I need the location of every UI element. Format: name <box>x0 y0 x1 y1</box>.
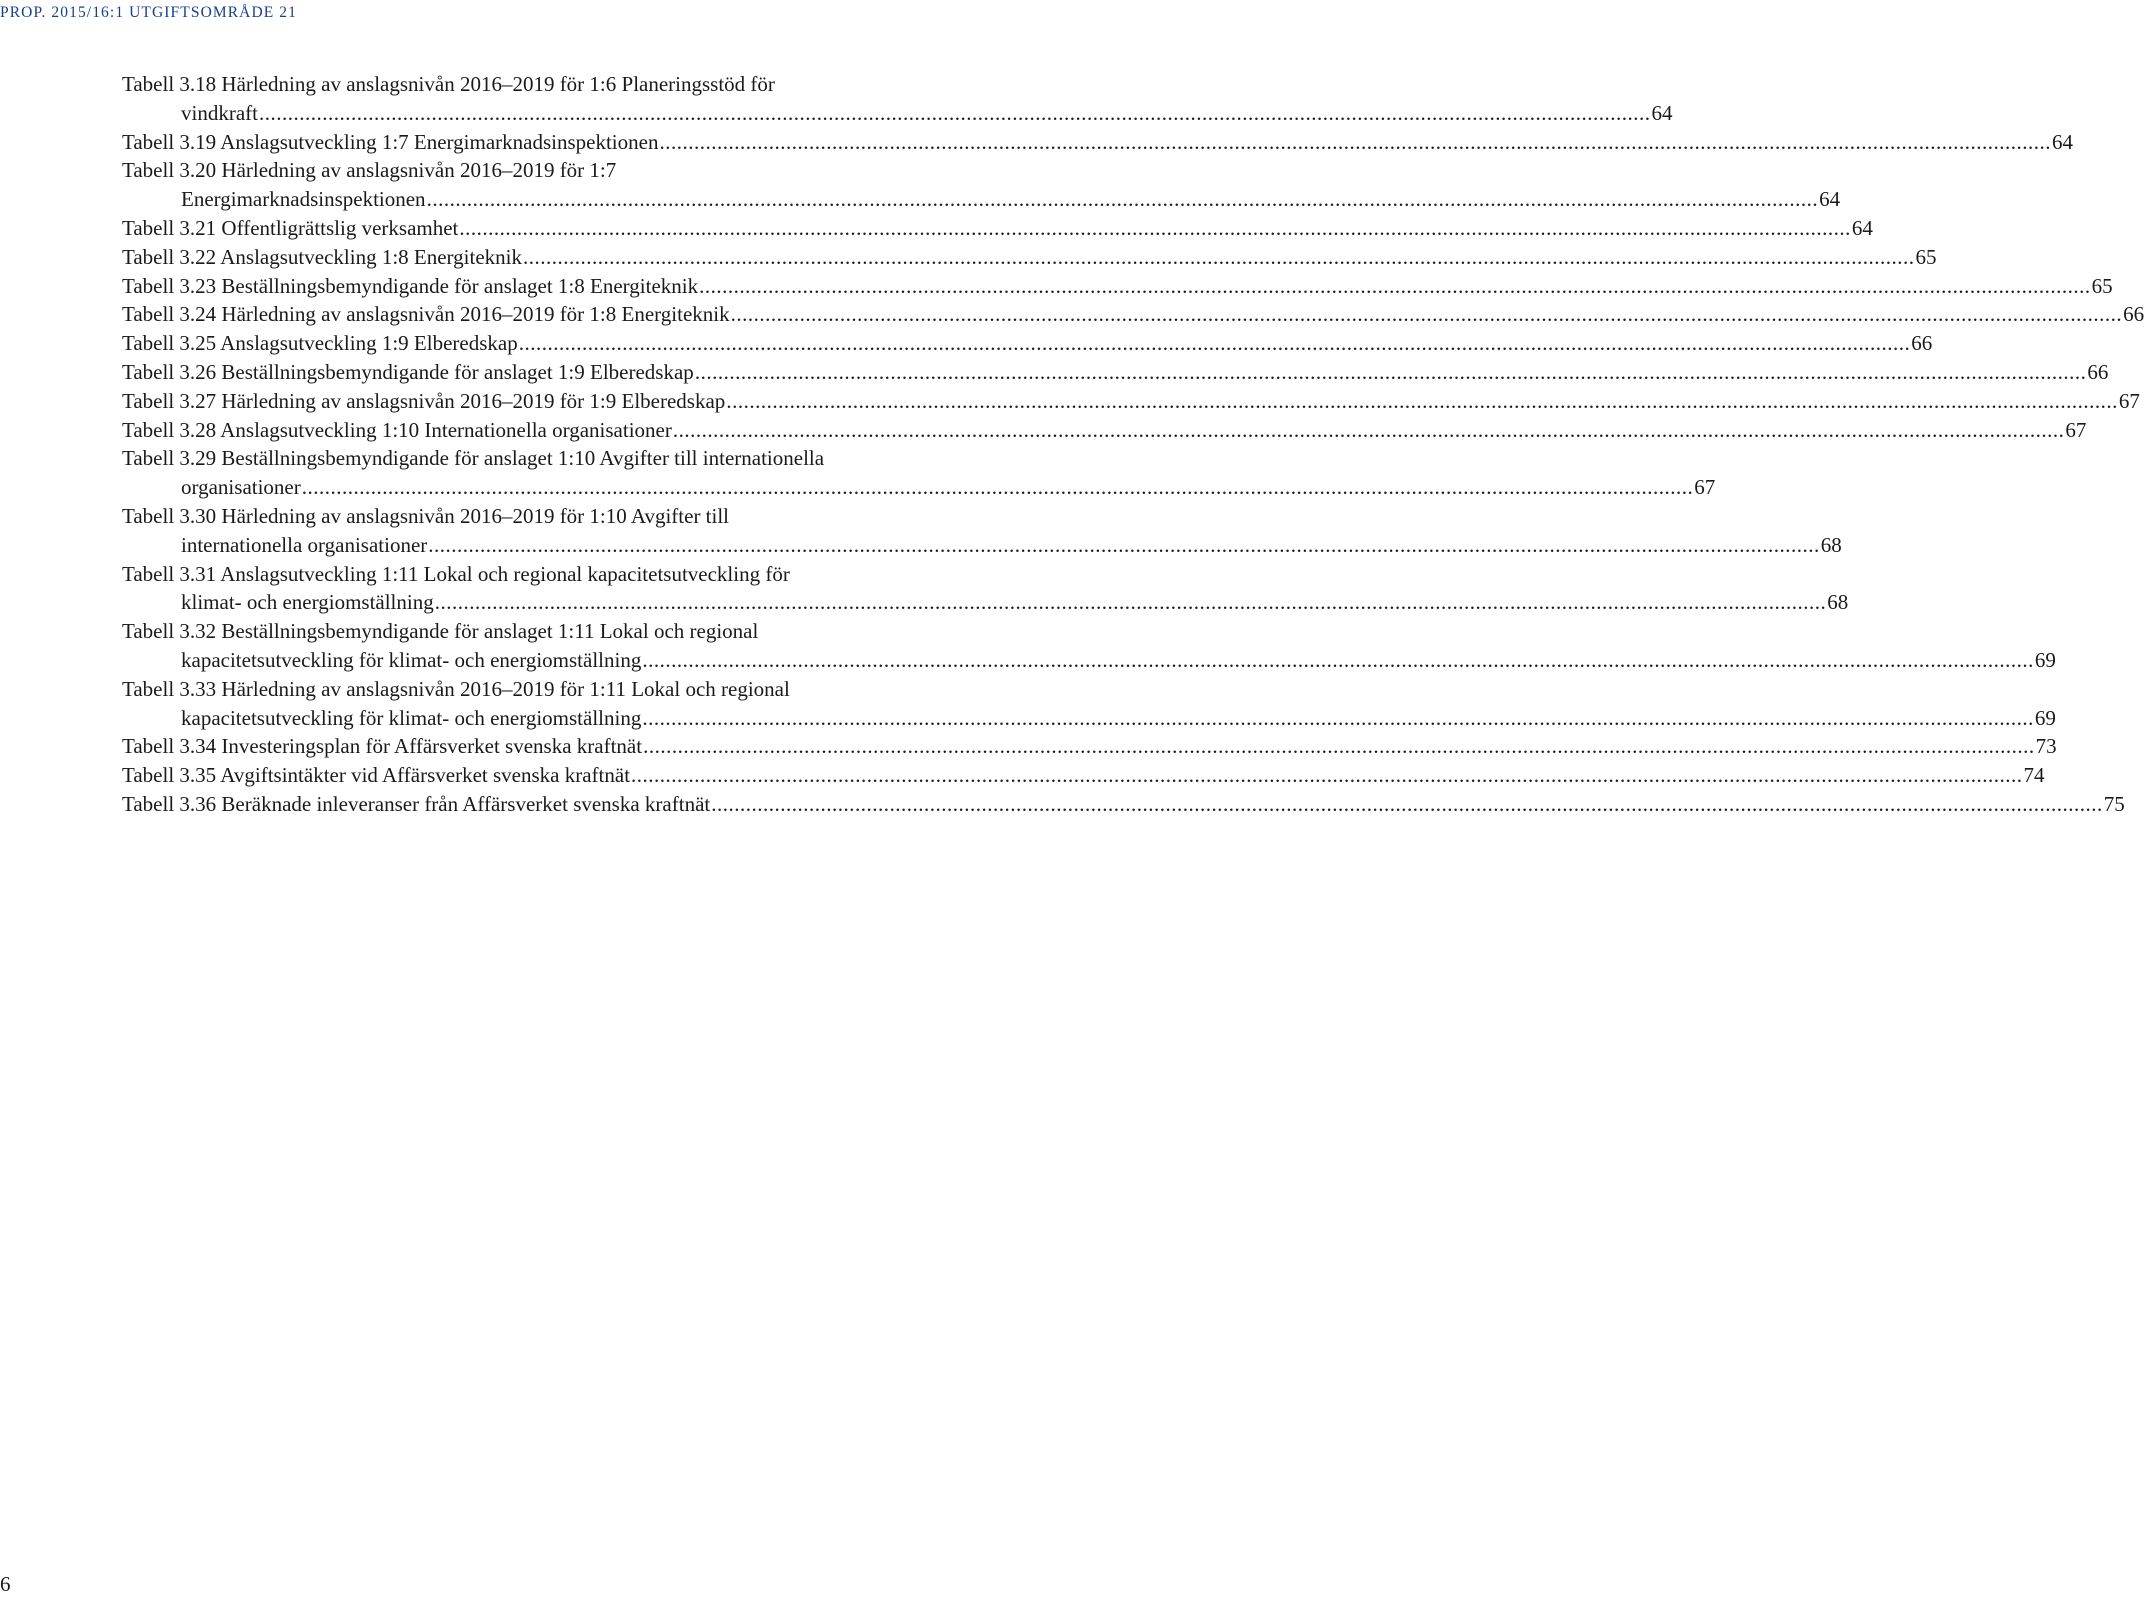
toc-entry <box>122 300 2144 329</box>
toc-entry-page: 69 <box>2034 705 2056 730</box>
toc-entry-page: 64 <box>1851 215 1873 240</box>
toc-entry-title: Tabell 3.19 Anslagsutveckling 1:7 Energimarknadsinspektionen <box>122 129 659 154</box>
toc-entry-line <box>122 675 938 704</box>
toc-entry <box>122 214 1873 243</box>
dot-leader <box>427 185 1819 214</box>
toc-entry-title: Tabell 3.30 Härledning av anslagsnivån 2016–2019 för 1:10 Avgifter till <box>122 503 730 528</box>
dot-leader <box>302 473 1694 502</box>
toc-entry-title-continued: Energimarknadsinspektionen <box>181 187 426 212</box>
toc-entry-title: Tabell 3.33 Härledning av anslagsnivån 2016–2019 för 1:11 Lokal och regional <box>122 676 790 701</box>
dot-leader <box>259 99 1651 128</box>
toc-entry-line <box>122 444 938 473</box>
toc-entry-line <box>122 732 2057 761</box>
toc-entry-line <box>122 617 938 646</box>
toc-entry-page: 64 <box>1651 100 1673 125</box>
dot-leader <box>428 531 1820 560</box>
toc-entry-line <box>122 560 938 589</box>
toc-entry-title: Tabell 3.36 Beräknade inleveranser från Affärsverket svenska kraftnät <box>122 791 711 816</box>
dot-leader <box>695 358 2087 387</box>
toc-entry-title: Tabell 3.27 Härledning av anslagsnivån 2016–2019 för 1:9 Elberedskap <box>122 388 726 413</box>
toc-entry-title-continued: organisationer <box>181 475 301 500</box>
toc-entry-line <box>122 790 2125 819</box>
dot-leader <box>731 300 2123 329</box>
toc-entry <box>122 675 2056 733</box>
toc-entry-title: Tabell 3.26 Beställningsbemyndigande för anslaget 1:9 Elberedskap <box>122 359 694 384</box>
toc-entry-line <box>122 70 938 99</box>
dot-leader <box>642 704 2034 733</box>
toc-entry-title: Tabell 3.31 Anslagsutveckling 1:11 Lokal och regional kapacitetsutveckling för <box>122 561 790 586</box>
toc-entry <box>122 243 1937 272</box>
toc-entry-continuation-line <box>122 646 2056 675</box>
toc-entry-title: Tabell 3.24 Härledning av anslagsnivån 2016–2019 för 1:8 Energiteknik <box>122 302 730 327</box>
toc-entry-title: Tabell 3.23 Beställningsbemyndigande för anslaget 1:8 Energiteknik <box>122 273 699 298</box>
dot-leader <box>643 732 2035 761</box>
dot-leader <box>642 646 2034 675</box>
toc-entry <box>122 444 1716 502</box>
toc-entry-title: Tabell 3.35 Avgiftsintäkter vid Affärsverket svenska kraftnät <box>122 763 631 788</box>
dot-leader <box>459 214 1851 243</box>
toc-entry-line <box>122 128 2073 157</box>
toc-entry-page: 75 <box>2103 791 2125 816</box>
table-of-tables <box>122 70 2144 819</box>
dot-leader <box>726 387 2118 416</box>
toc-entry <box>122 416 2087 445</box>
toc-entry-page: 66 <box>2123 302 2144 327</box>
toc-entry-page: 69 <box>2034 647 2056 672</box>
dot-leader <box>631 761 2023 790</box>
toc-entry <box>122 156 1841 214</box>
toc-entry <box>122 560 1849 618</box>
dot-leader <box>673 416 2065 445</box>
toc-entry-line <box>122 358 2109 387</box>
running-header: PROP. 2015/16:1 UTGIFTSOMRÅDE 21 <box>0 4 298 21</box>
toc-entry-continuation-line <box>122 99 1673 128</box>
toc-entry-title-continued: kapacitetsutveckling för klimat- och energiomställning <box>181 705 642 730</box>
toc-entry-line <box>122 387 2140 416</box>
toc-entry-line <box>122 416 2087 445</box>
toc-entry-page: 68 <box>1827 590 1849 615</box>
toc-entry-page: 68 <box>1820 532 1842 557</box>
toc-entry-line <box>122 272 2113 301</box>
toc-entry-title-continued: vindkraft <box>181 100 258 125</box>
toc-entry-line <box>122 300 2144 329</box>
toc-entry-continuation-line <box>122 185 1841 214</box>
toc-entry-title-continued: kapacitetsutveckling för klimat- och energiomställning <box>181 647 642 672</box>
toc-entry <box>122 732 2057 761</box>
toc-entry <box>122 329 1933 358</box>
toc-entry-line <box>122 502 938 531</box>
toc-entry-title: Tabell 3.28 Anslagsutveckling 1:10 Internationella organisationer <box>122 417 672 442</box>
toc-entry-page: 65 <box>2091 273 2113 298</box>
toc-entry-page: 73 <box>2035 734 2057 759</box>
toc-entry <box>122 70 1673 128</box>
toc-entry-title: Tabell 3.18 Härledning av anslagsnivån 2016–2019 för 1:6 Planeringsstöd för <box>122 72 775 96</box>
dot-leader <box>659 128 2051 157</box>
toc-entry-line <box>122 329 1933 358</box>
toc-entry-page: 65 <box>1915 244 1937 269</box>
toc-entry <box>122 358 2109 387</box>
toc-entry-page: 67 <box>2118 388 2140 413</box>
toc-entry-title-continued: klimat- och energiomställning <box>181 590 434 615</box>
toc-entry-title: Tabell 3.22 Anslagsutveckling 1:8 Energiteknik <box>122 244 522 269</box>
toc-entry-page: 74 <box>2023 763 2045 788</box>
toc-entry-title: Tabell 3.32 Beställningsbemyndigande för anslaget 1:11 Lokal och regional <box>122 619 759 644</box>
toc-entry <box>122 617 2056 675</box>
toc-entry-title: Tabell 3.29 Beställningsbemyndigande för anslaget 1:10 Avgifter till internationella <box>122 446 825 471</box>
toc-entry-line <box>122 156 938 185</box>
toc-entry <box>122 761 2045 790</box>
toc-entry-page: 67 <box>2065 417 2087 442</box>
toc-entry-continuation-line <box>122 473 1716 502</box>
toc-entry <box>122 128 2073 157</box>
toc-entry-title: Tabell 3.20 Härledning av anslagsnivån 2016–2019 för 1:7 <box>122 158 617 183</box>
page-number: 6 <box>0 1572 11 1596</box>
dot-leader <box>519 329 1911 358</box>
dot-leader <box>711 790 2103 819</box>
toc-entry-title: Tabell 3.25 Anslagsutveckling 1:9 Elberedskap <box>122 331 518 356</box>
toc-entry <box>122 502 1842 560</box>
toc-entry <box>122 790 2125 819</box>
dot-leader <box>699 272 2091 301</box>
toc-entry-page: 66 <box>1911 331 1933 356</box>
toc-entry-title: Tabell 3.21 Offentligrättslig verksamhet <box>122 215 459 240</box>
toc-entry-page: 66 <box>2087 359 2109 384</box>
toc-entry-line <box>122 243 1937 272</box>
toc-entry-title-continued: internationella organisationer <box>181 532 428 557</box>
toc-entry <box>122 272 2113 301</box>
toc-entry-continuation-line <box>122 704 2056 733</box>
toc-entry-page: 64 <box>2051 129 2073 154</box>
toc-entry-line <box>122 214 1873 243</box>
toc-entry-page: 64 <box>1819 187 1841 212</box>
toc-entry-title: Tabell 3.34 Investeringsplan för Affärsverket svenska kraftnät <box>122 734 643 759</box>
toc-entry <box>122 387 2140 416</box>
toc-entry-line <box>122 761 2045 790</box>
dot-leader <box>435 588 1827 617</box>
toc-entry-page: 67 <box>1694 475 1716 500</box>
dot-leader <box>523 243 1915 272</box>
toc-entry-continuation-line <box>122 588 1849 617</box>
toc-entry-continuation-line <box>122 531 1842 560</box>
